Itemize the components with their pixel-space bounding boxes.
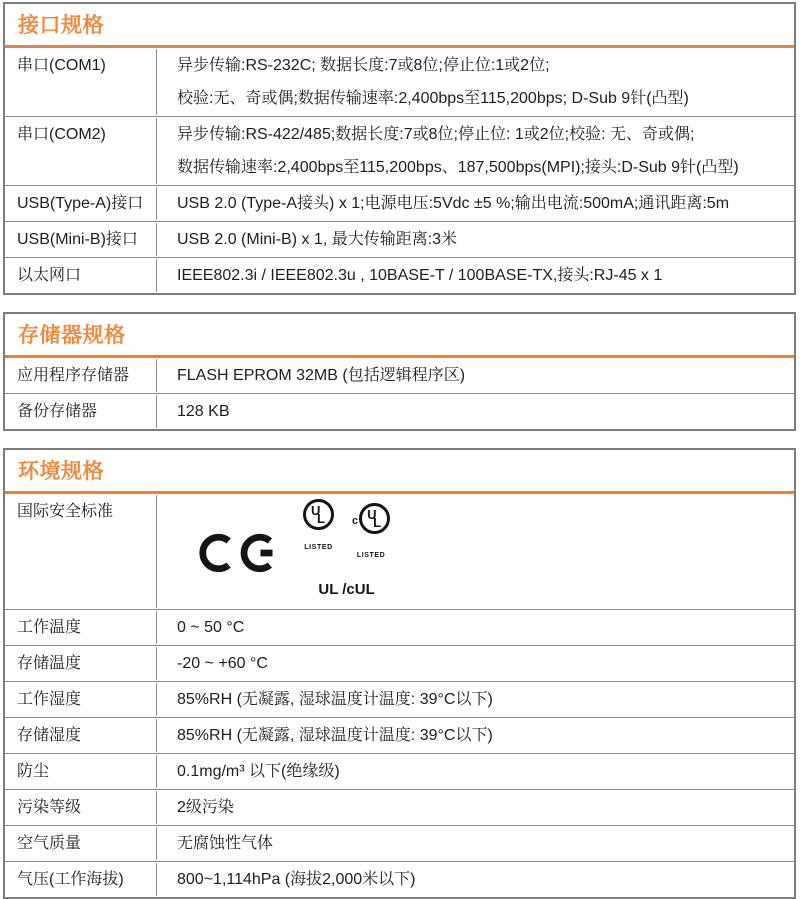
row-value-line: 800~1,114hPa (海拔2,000米以下) <box>177 871 416 888</box>
table-row <box>5 717 794 753</box>
row-value-line: USB 2.0 (Type-A接头) x 1;电源电压:5Vdc ±5 %;输出电流:500mA;通讯距离:5m <box>177 195 730 212</box>
row-value-line: 2级污染 <box>177 799 234 816</box>
row-label: 工作温度 <box>5 611 157 644</box>
table-row <box>5 185 794 221</box>
row-value <box>157 719 794 752</box>
row-label: 空气质量 <box>5 827 157 860</box>
row-value <box>157 395 794 428</box>
row-label: 污染等级 <box>5 791 157 824</box>
ul-marks-group <box>303 499 390 606</box>
row-label: 存储湿度 <box>5 719 157 752</box>
table-row <box>5 861 794 897</box>
ul-listed-icon <box>303 499 334 564</box>
ul-circle <box>303 499 334 530</box>
section-title: 存储器规格 <box>18 324 126 347</box>
row-value <box>157 863 794 896</box>
cul-circle-wrap <box>352 499 390 538</box>
row-label: 串口(COM1) <box>5 49 157 115</box>
row-value-line: 无腐蚀性气体 <box>177 835 274 852</box>
row-value-line: 85%RH (无凝露, 湿球温度计温度: 39°C以下) <box>177 691 493 708</box>
table-row <box>5 221 794 257</box>
row-value <box>157 118 794 184</box>
section-title: 接口规格 <box>18 14 104 37</box>
row-label: 气压(工作海拔) <box>5 863 157 896</box>
row-value-line: USB 2.0 (Mini-B) x 1, 最大传输距离:3米 <box>177 231 458 248</box>
row-label: USB(Type-A)接口 <box>5 187 157 220</box>
row-label: 应用程序存储器 <box>5 359 157 392</box>
row-label: 工作湿度 <box>5 683 157 716</box>
cul-c-prefix: c <box>352 515 359 527</box>
section-header <box>5 4 794 45</box>
ul-letter-l: L <box>317 511 325 526</box>
row-value-line: -20 ~ +60 °C <box>177 655 268 672</box>
table-row <box>5 393 794 429</box>
row-label: 备份存储器 <box>5 395 157 428</box>
table-row <box>5 681 794 717</box>
row-value-line: IEEE802.3i / IEEE802.3u , 10BASE-T / 100BASE-TX,接头:RJ-45 x 1 <box>177 267 663 284</box>
table-row <box>5 825 794 861</box>
table-row <box>5 116 794 185</box>
ul-marks-pair <box>303 499 390 572</box>
ul-cul-caption: UL /cUL <box>318 581 375 598</box>
row-label: USB(Mini-B)接口 <box>5 223 157 256</box>
listed-label: LISTED <box>356 552 386 559</box>
row-value-line: FLASH EPROM 32MB (包括逻辑程序区) <box>177 367 466 384</box>
row-value <box>157 359 794 392</box>
ul-circle <box>359 503 390 534</box>
row-value-line: 校验:无、奇或偶;数据传输速率:2,400bps至115,200bps; D-Sub 9针(凸型) <box>177 90 689 107</box>
row-label: 串口(COM2) <box>5 118 157 184</box>
row-label: 国际安全标准 <box>5 495 157 608</box>
section-title: 环境规格 <box>18 460 104 483</box>
row-value-line: 异步传输:RS-232C; 数据长度:7或8位;停止位:1或2位; <box>177 57 550 74</box>
table-row <box>5 48 794 116</box>
row-value <box>157 683 794 716</box>
table-row <box>5 789 794 825</box>
table-row <box>5 358 794 393</box>
row-label: 防尘 <box>5 755 157 788</box>
row-value <box>157 827 794 860</box>
row-value-line: 异步传输:RS-422/485;数据长度:7或8位;停止位: 1或2位;校验: 无、奇或偶; <box>177 126 695 143</box>
row-value-line: 0.1mg/m³ 以下(绝缘级) <box>177 763 340 780</box>
listed-label: LISTED <box>304 544 333 551</box>
row-value-line: 数据传输速率:2,400bps至115,200bps、187,500bps(MPI);接头:D-Sub 9针(凸型) <box>177 159 739 176</box>
ul-letter-u: U <box>311 503 321 518</box>
row-value <box>157 259 794 292</box>
certification-logo-strip <box>177 495 784 608</box>
memory-spec-table <box>3 312 796 431</box>
table-row <box>5 257 794 293</box>
row-value <box>157 647 794 680</box>
interface-spec-table <box>3 2 796 295</box>
row-value <box>157 791 794 824</box>
table-row-safety-standards <box>5 494 794 609</box>
row-value <box>157 755 794 788</box>
section-header <box>5 314 794 355</box>
section-header <box>5 450 794 491</box>
row-value <box>157 223 794 256</box>
row-value <box>157 49 794 115</box>
row-value-line: 128 KB <box>177 403 230 420</box>
table-row <box>5 645 794 681</box>
safety-logos-cell <box>157 495 794 608</box>
ce-mark-icon <box>199 527 277 579</box>
environment-spec-table <box>3 448 796 899</box>
ul-letter-u: U <box>367 507 377 522</box>
row-value-line: 85%RH (无凝露, 湿球温度计温度: 39°C以下) <box>177 727 493 744</box>
row-value <box>157 611 794 644</box>
row-value-line: 0 ~ 50 °C <box>177 619 245 636</box>
cul-listed-icon <box>352 499 390 572</box>
table-row <box>5 753 794 789</box>
row-value <box>157 187 794 220</box>
row-label: 存储温度 <box>5 647 157 680</box>
table-row <box>5 609 794 645</box>
row-label: 以太网口 <box>5 259 157 292</box>
ul-letter-l: L <box>373 515 382 530</box>
